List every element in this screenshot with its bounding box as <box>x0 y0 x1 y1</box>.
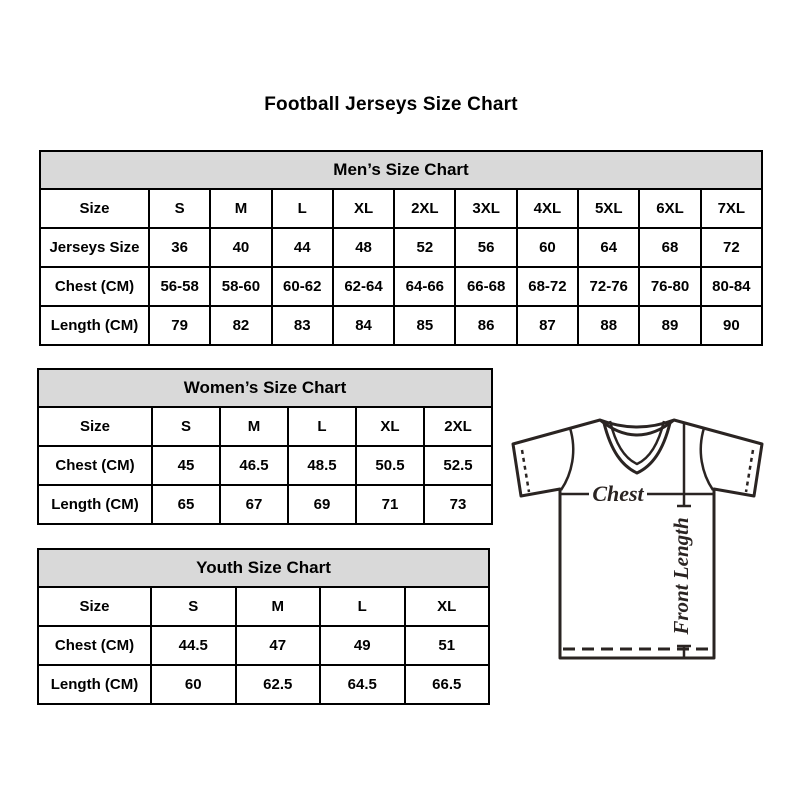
womens-cell: 45 <box>152 446 220 485</box>
mens-cell: S <box>149 189 210 228</box>
womens-table-header-row <box>38 369 492 407</box>
mens-cell: 66-68 <box>455 267 516 306</box>
womens-cell: 67 <box>220 485 288 524</box>
youth-cell: S <box>151 587 236 626</box>
mens-cell: 44 <box>272 228 333 267</box>
mens-cell: 80-84 <box>701 267 762 306</box>
youth-cell: 51 <box>405 626 490 665</box>
mens-cell: 62-64 <box>333 267 394 306</box>
mens-cell: 79 <box>149 306 210 345</box>
jersey-measurement-diagram <box>500 404 770 666</box>
mens-cell: 60 <box>517 228 578 267</box>
youth-row-label: Length (CM) <box>38 665 151 704</box>
mens-table-header-row <box>40 151 762 189</box>
youth-table-title: Youth Size Chart <box>38 549 489 587</box>
womens-table-body <box>38 407 492 524</box>
mens-cell: 76-80 <box>639 267 700 306</box>
mens-cell: 89 <box>639 306 700 345</box>
mens-cell: XL <box>333 189 394 228</box>
mens-cell: 48 <box>333 228 394 267</box>
womens-cell: 65 <box>152 485 220 524</box>
mens-cell: 84 <box>333 306 394 345</box>
womens-cell: L <box>288 407 356 446</box>
mens-cell: L <box>272 189 333 228</box>
youth-table-body <box>38 587 489 704</box>
mens-cell: 88 <box>578 306 639 345</box>
mens-size-table <box>39 150 763 346</box>
mens-cell: 82 <box>210 306 271 345</box>
youth-table-header-row <box>38 549 489 587</box>
womens-size-table <box>37 368 493 525</box>
youth-cell: L <box>320 587 405 626</box>
mens-cell: 90 <box>701 306 762 345</box>
youth-row <box>38 626 489 665</box>
mens-cell: 2XL <box>394 189 455 228</box>
mens-cell: 3XL <box>455 189 516 228</box>
mens-row <box>40 189 762 228</box>
mens-cell: 60-62 <box>272 267 333 306</box>
womens-cell: 71 <box>356 485 424 524</box>
womens-cell: 46.5 <box>220 446 288 485</box>
youth-size-table <box>37 548 490 705</box>
mens-cell: 52 <box>394 228 455 267</box>
mens-row-label: Jerseys Size <box>40 228 149 267</box>
mens-row <box>40 267 762 306</box>
womens-cell: S <box>152 407 220 446</box>
chest-label: Chest <box>592 481 644 506</box>
mens-cell: 58-60 <box>210 267 271 306</box>
page-title: Football Jerseys Size Chart <box>264 94 518 115</box>
womens-cell: M <box>220 407 288 446</box>
womens-cell: 69 <box>288 485 356 524</box>
mens-cell: 85 <box>394 306 455 345</box>
mens-row <box>40 228 762 267</box>
womens-row-label: Chest (CM) <box>38 446 152 485</box>
youth-cell: 64.5 <box>320 665 405 704</box>
mens-cell: 56 <box>455 228 516 267</box>
womens-cell: 48.5 <box>288 446 356 485</box>
mens-cell: 36 <box>149 228 210 267</box>
youth-row <box>38 665 489 704</box>
mens-cell: 7XL <box>701 189 762 228</box>
womens-row <box>38 446 492 485</box>
mens-cell: 64-66 <box>394 267 455 306</box>
youth-cell: XL <box>405 587 490 626</box>
mens-cell: 5XL <box>578 189 639 228</box>
left-armhole-seam-icon <box>561 428 573 490</box>
womens-row-label: Length (CM) <box>38 485 152 524</box>
mens-row-label: Chest (CM) <box>40 267 149 306</box>
youth-cell: M <box>236 587 321 626</box>
mens-cell: 64 <box>578 228 639 267</box>
youth-row-label: Chest (CM) <box>38 626 151 665</box>
mens-cell: 6XL <box>639 189 700 228</box>
womens-cell: 50.5 <box>356 446 424 485</box>
womens-row <box>38 485 492 524</box>
youth-cell: 62.5 <box>236 665 321 704</box>
womens-cell: 73 <box>424 485 492 524</box>
youth-cell: 66.5 <box>405 665 490 704</box>
youth-cell: 44.5 <box>151 626 236 665</box>
mens-table-body <box>40 189 762 345</box>
womens-row <box>38 407 492 446</box>
mens-cell: 4XL <box>517 189 578 228</box>
youth-cell: 49 <box>320 626 405 665</box>
mens-table-title: Men’s Size Chart <box>40 151 762 189</box>
mens-cell: 40 <box>210 228 271 267</box>
mens-cell: 72 <box>701 228 762 267</box>
right-cuff-dashed-line-icon <box>746 450 753 492</box>
right-armhole-seam-icon <box>701 428 713 490</box>
womens-cell: 52.5 <box>424 446 492 485</box>
mens-cell: 72-76 <box>578 267 639 306</box>
mens-row-label: Length (CM) <box>40 306 149 345</box>
youth-row <box>38 587 489 626</box>
left-cuff-dashed-line-icon <box>522 450 529 492</box>
mens-cell: 68-72 <box>517 267 578 306</box>
jersey-outline-icon <box>513 420 762 658</box>
mens-cell: M <box>210 189 271 228</box>
youth-row-label: Size <box>38 587 151 626</box>
youth-cell: 47 <box>236 626 321 665</box>
womens-row-label: Size <box>38 407 152 446</box>
womens-cell: XL <box>356 407 424 446</box>
youth-cell: 60 <box>151 665 236 704</box>
mens-cell: 86 <box>455 306 516 345</box>
front-length-label: Front Length <box>669 517 693 635</box>
mens-cell: 87 <box>517 306 578 345</box>
mens-cell: 83 <box>272 306 333 345</box>
womens-cell: 2XL <box>424 407 492 446</box>
mens-cell: 56-58 <box>149 267 210 306</box>
mens-cell: 68 <box>639 228 700 267</box>
mens-row-label: Size <box>40 189 149 228</box>
womens-table-title: Women’s Size Chart <box>38 369 492 407</box>
mens-row <box>40 306 762 345</box>
